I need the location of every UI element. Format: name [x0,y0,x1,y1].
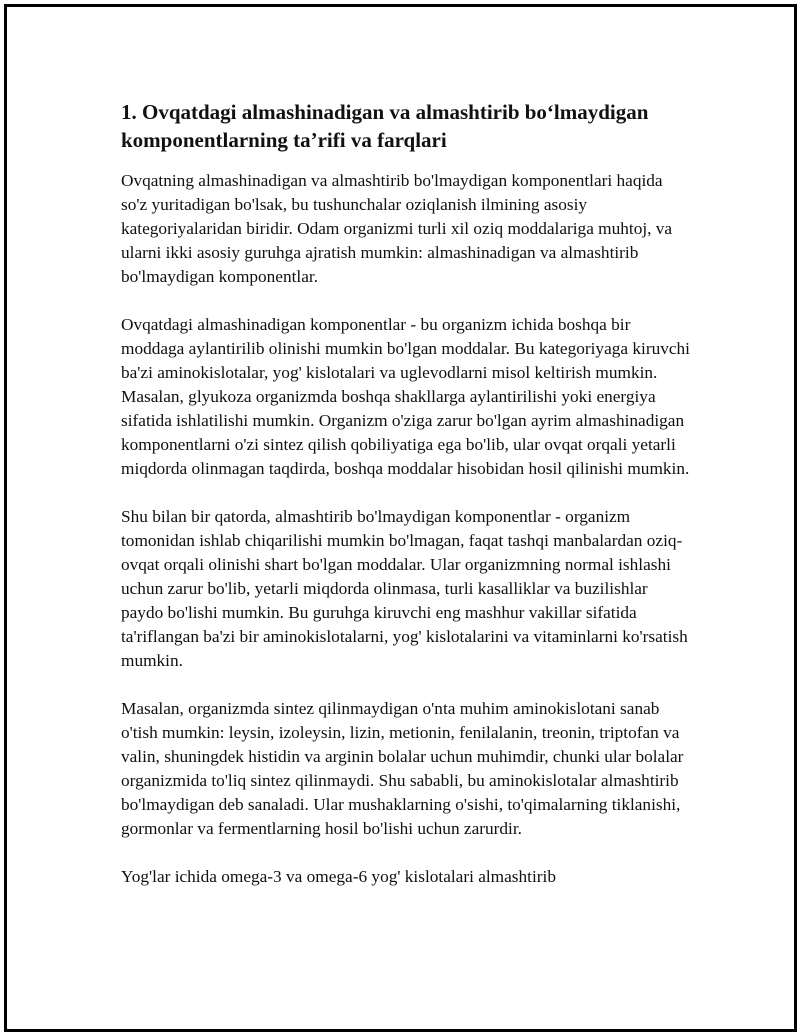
paragraph-2: Ovqatdagi almashinadigan komponentlar - bu organizm ichida boshqa bir moddaga aylantirilib olinishi mumkin bo'lgan moddalar. Bu kategoriyaga kiruvchi ba'zi aminokislotalar, yog' kislotalari va uglevodlarni misol keltirish mumkin. Masalan, glyukoza organizmda boshqa shakllarga aylantirilishi yoki energiya sifatida ishlatilishi mumkin. Organizm o'ziga zarur bo'lgan ayrim almashinadigan komponentlarni o'zi sintez qilish qobiliyatiga ega bo'lib, ular ovqat orqali yetarli miqdorda olinmagan taqdirda, boshqa moddalar hisobidan hosil qilinishi mumkin. [121,315,690,478]
paragraph-5: Yog'lar ichida omega-3 va omega-6 yog' kislotalari almashtirib [121,867,556,886]
section-heading: 1. Ovqatdagi almashinadigan va almashtirib bo‘lmaydigan komponentlarning ta’rifi va farqlari [121,100,649,152]
document-content [121,98,691,913]
paragraph-4: Masalan, organizmda sintez qilinmaydigan o'nta muhim aminokislotani sanab o'tish mumkin: leysin, izoleysin, lizin, metionin, fenilalanin, treonin, triptofan va valin, shuningdek histidin va arginin bolalar uchun muhimdir, chunki ular bolalar organizmida to'liq sintez qilinmaydi. Shu sababli, bu aminokislotalar almashtirib bo'lmaydigan deb sanaladi. Ular mushaklarning o'sishi, to'qimalarning tiklanishi, gormonlar va fermentlarning hosil bo'lishi uchun zarurdir. [121,699,684,838]
paragraph-3: Shu bilan bir qatorda, almashtirib bo'lmaydigan komponentlar - organizm tomonidan ishlab chiqarilishi mumkin bo'lmagan, faqat tashqi manbalardan oziq-ovqat orqali olinishi shart bo'lgan moddalar. Ular organizmning normal ishlashi uchun zarur bo'lib, yetarli miqdorda olinmasa, turli kasalliklar va buzilishlar paydo bo'lishi mumkin. Bu guruhga kiruvchi eng mashhur vakillar sifatida ta'riflangan ba'zi bir aminokislotalarni, yog' kislotalarini va vitaminlarni ko'rsatish mumkin. [121,507,688,670]
paragraph-1: Ovqatning almashinadigan va almashtirib bo'lmaydigan komponentlari haqida so'z yuritadigan bo'lsak, bu tushunchalar oziqlanish ilmining asosiy kategoriyalaridan biridir. Odam organizmi turli xil oziq moddalariga muhtoj, va ularni ikki asosiy guruhga ajratish mumkin: almashinadigan va almashtirib bo'lmaydigan komponentlar. [121,171,673,286]
document-page [4,4,797,1032]
